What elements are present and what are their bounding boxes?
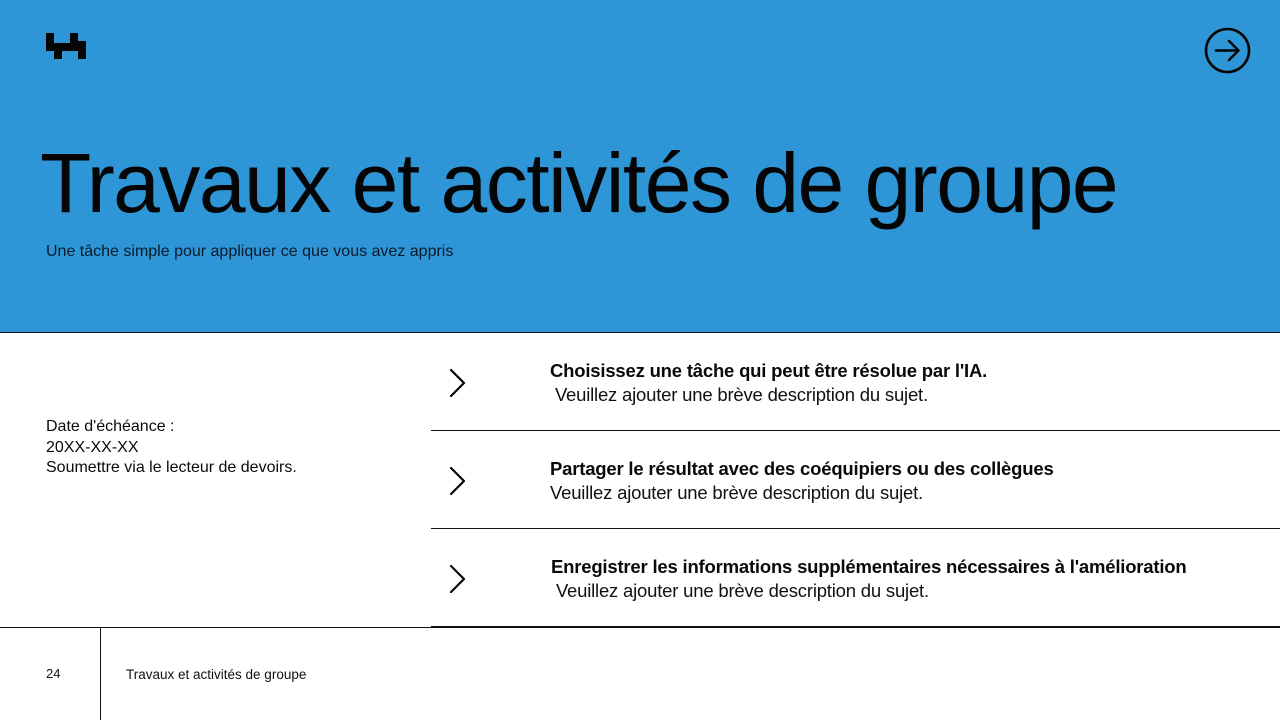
chevron-right-icon: [447, 465, 469, 497]
page-number: 24: [46, 666, 61, 681]
page-title: Travaux et activités de groupe: [40, 136, 1118, 230]
submission-note: Soumettre via le lecteur de devoirs.: [46, 459, 297, 476]
due-date: 20XX-XX-XX: [46, 438, 139, 456]
circle-arrow-right-icon[interactable]: [1204, 27, 1251, 74]
page-subtitle: Une tâche simple pour appliquer ce que vous avez appris: [46, 243, 454, 260]
footer-section-title: Travaux et activités de groupe: [126, 667, 307, 682]
task-item[interactable]: [431, 529, 1280, 627]
header-band: [0, 0, 1280, 333]
footer-divider: [100, 628, 101, 720]
task-description: Veuillez ajouter une brève description du sujet.: [550, 482, 923, 503]
task-title: Choisissez une tâche qui peut être résolue par l'IA.: [550, 360, 988, 381]
due-info: [46, 417, 297, 479]
chevron-right-icon: [447, 563, 469, 595]
footer: [0, 627, 1280, 720]
task-title: Enregistrer les informations supplémentaires nécessaires à l'amélioration: [551, 556, 1187, 577]
task-title: Partager le résultat avec des coéquipiers ou des collègues: [550, 458, 1054, 479]
pixel-wave-logo-icon: [46, 33, 90, 59]
task-item[interactable]: [431, 333, 1280, 431]
task-description: Veuillez ajouter une brève description du sujet.: [550, 384, 928, 405]
chevron-right-icon: [447, 367, 469, 399]
due-label: Date d'échéance :: [46, 418, 175, 435]
task-list: [431, 333, 1280, 627]
task-item[interactable]: [431, 431, 1280, 529]
task-description: Veuillez ajouter une brève description du sujet.: [551, 580, 929, 601]
